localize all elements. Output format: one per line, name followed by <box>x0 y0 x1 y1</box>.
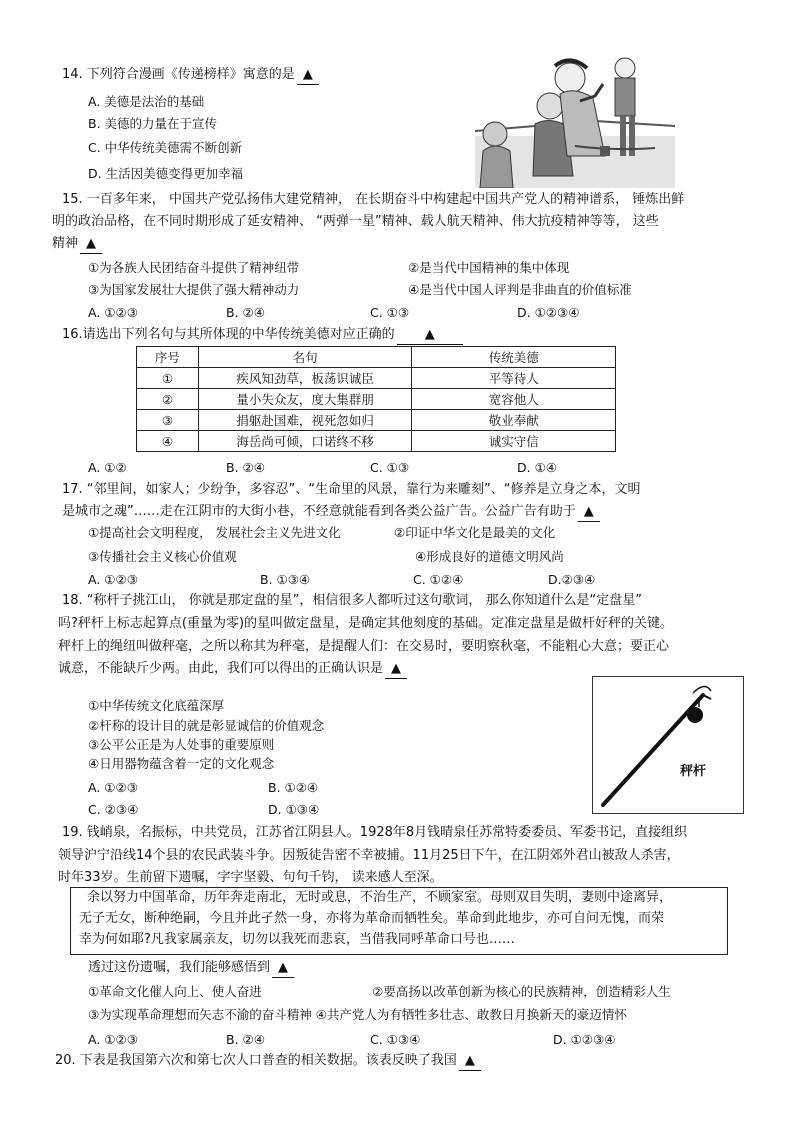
q17-item-4: ④形成良好的道德文明风尚 <box>415 549 564 564</box>
q17-item-3: ③传播社会主义核心价值观 <box>88 549 237 564</box>
q18-line1: 18. “称杆子挑江山， 你就是那定盘的星”，相信很多人都听过这句歌词， 那么你知道什么是“定盘星” <box>62 593 643 608</box>
table-cell: 敬业奉献 <box>412 410 616 431</box>
q14-option-b: B. 美德的力量在于宣传 <box>88 116 218 131</box>
steelyard-image <box>592 676 744 814</box>
q18-option-d: D. ①③④ <box>268 802 320 817</box>
q18-option-b: B. ①②④ <box>268 780 319 795</box>
q15-item-3: ③为国家发展壮大提供了强大精神动力 <box>88 282 300 297</box>
table-cell: 平等待人 <box>412 368 616 389</box>
q19-item-2: ②要高扬以改革创新为核心的民族精神，创造精彩人生 <box>372 984 671 999</box>
q18-option-c: C. ②③④ <box>88 802 139 817</box>
q18-option-a: A. ①②③ <box>88 780 138 795</box>
q19-item-1: ①革命文化催人向上、使人奋进 <box>88 984 262 999</box>
virtue-table <box>136 346 616 452</box>
table-row <box>137 410 616 431</box>
q14-stem: 14. 下列符合漫画《传递榜样》寓意的是 ▲ <box>62 66 319 85</box>
column-header: 传统美德 <box>412 347 616 368</box>
q14-option-c: C. 中华传统美德需不断创新 <box>88 140 243 155</box>
column-header: 序号 <box>137 347 199 368</box>
will-quote-box <box>70 887 728 955</box>
cartoon-illustration <box>475 56 675 188</box>
q18-line3: 秤杆上的绳纽叫做秤毫，之所以称其为秤毫，是提醒人们：在交易时，要明察秋毫，不能粗心大意；要正心 <box>58 639 670 654</box>
q16-option-d: D. ①④ <box>517 460 557 475</box>
q15-line2: 明的政治品格，在不同时期形成了延安精神、 “两弹一星”精神、载人航天精神、伟大抗疫精神等等， 这些 <box>52 214 659 229</box>
q19-option-b: B. ②④ <box>226 1032 265 1047</box>
table-cell: ① <box>137 368 199 389</box>
q19-item-3: ③为实现革命理想而矢志不渝的奋斗精神 ④共产党人为有牺牲多壮志、敢教日月换新天的豪迈情怀 <box>88 1007 627 1022</box>
q17-option-d: D.②③④ <box>548 572 596 587</box>
answer-blank: ▲ <box>297 66 319 85</box>
q17-item-2: ②印证中华文化是最美的文化 <box>394 525 556 540</box>
table-cell: 捐躯赴国难，视死忽如归 <box>198 410 412 431</box>
q18-item-1: ①中华传统文化底蕴深厚 <box>88 698 225 713</box>
table-row <box>137 431 616 452</box>
table-cell: 宽容他人 <box>412 389 616 410</box>
table-cell: 疾风知劲草，板荡识诚臣 <box>198 368 412 389</box>
table-cell: ② <box>137 389 199 410</box>
q19-line2: 领导沪宁沿线14个县的农民武装斗争。因叛徒告密不幸被捕。11月25日下午，在江阴郊外君山被敌人杀害， <box>58 848 680 863</box>
table-cell: ④ <box>137 431 199 452</box>
q18-line4: 诚意，不能缺斤少两。由此，我们可以得出的正确认识是 ▲ <box>58 660 407 679</box>
q17-option-c: C. ①②④ <box>413 572 464 587</box>
quote-line2: 无子无女，断种绝嗣，今且并此孑然一身，亦将为革命而牺牲矣。革命到此地步，亦可自问无愧，而荣 <box>79 911 665 926</box>
quote-line3: 幸为何如耶?凡我家属亲友，切勿以我死而悲哀，当借我同呼革命口号也…… <box>79 932 515 947</box>
q15-option-a: A. ①②③ <box>88 305 138 320</box>
q15-line1: 15. 一百多年来， 中国共产党弘扬伟大建党精神， 在长期奋斗中构建起中国共产党人的精神谱系， 锤炼出鲜 <box>62 192 685 207</box>
q16-option-c: C. ①③ <box>370 460 410 475</box>
answer-blank: ▲ <box>272 959 294 978</box>
q17-line1: 17. “邻里间，如家人；少纷争，多容忍”、“生命里的风景，靠行为来雕刻”、“修养是立身之本，文明 <box>62 482 641 497</box>
q18-item-4: ④日用器物蕴含着一定的文化观念 <box>88 756 275 771</box>
table-cell: 诚实守信 <box>412 431 616 452</box>
quote-line1: 余以努力中国革命，历年奔走南北，无时或息，不治生产，不顾家室。母则双目失明，妻则中途离异， <box>87 890 673 905</box>
table-cell: ③ <box>137 410 199 431</box>
q18-item-3: ③公平公正是为人处事的重要原则 <box>88 737 275 752</box>
q19-option-a: A. ①②③ <box>88 1032 138 1047</box>
q15-item-1: ①为各族人民团结奋斗提供了精神纽带 <box>88 260 300 275</box>
answer-blank: ▲ <box>459 1052 481 1071</box>
column-header: 名句 <box>198 347 412 368</box>
q15-option-c: C. ①③ <box>370 305 410 320</box>
q15-item-2: ②是当代中国精神的集中体现 <box>408 260 570 275</box>
q20-stem: 20. 下表是我国第六次和第七次人口普查的相关数据。该表反映了我国 ▲ <box>55 1052 481 1071</box>
table-cell: 海岳尚可倾，口诺终不移 <box>198 431 412 452</box>
table-header-row <box>137 347 616 368</box>
q17-option-a: A. ①②③ <box>88 572 138 587</box>
q17-line2: 是城市之魂”……走在江阴市的大街小巷，不经意就能看到各类公益广告。公益广告有助于 ▲ <box>62 503 600 522</box>
q15-option-b: B. ②④ <box>226 305 265 320</box>
q16-stem: 16.请选出下列名句与其所体现的中华传统美德对应正确的 ▲ <box>62 326 463 345</box>
q18-line2: 吗?秤杆上标志起算点(重量为零)的星叫做定盘星，是确定其他刻度的基础。定准定盘星是做杆好秤的关键。 <box>58 616 674 631</box>
answer-blank: ▲ <box>385 660 407 679</box>
answer-blank: ▲ <box>80 235 102 254</box>
q15-item-4: ④是当代中国人评判是非曲直的价值标准 <box>408 282 632 297</box>
q14-option-a: A. 美德是法治的基础 <box>88 94 205 109</box>
table-row <box>137 368 616 389</box>
answer-blank: ▲ <box>397 326 463 345</box>
q14-option-d: D. 生活因美德变得更加幸福 <box>88 166 244 181</box>
q16-option-b: B. ②④ <box>226 460 265 475</box>
steelyard-label: 秤杆 <box>680 764 707 779</box>
q15-line3: 精神 ▲ <box>52 235 102 254</box>
answer-blank: ▲ <box>578 503 600 522</box>
q17-item-1: ①提高社会文明程度， 发展社会主义先进文化 <box>88 525 341 540</box>
steelyard-drawing <box>593 677 743 813</box>
q17-option-b: B. ①③④ <box>260 572 311 587</box>
q19-option-d: D. ①②③④ <box>553 1032 616 1047</box>
q19-option-c: C. ①③④ <box>370 1032 421 1047</box>
table-cell: 量小失众友，度大集群朋 <box>198 389 412 410</box>
q19-line1: 19. 钱峭泉，名振标，中共党员，江苏省江阴县人。1928年8月钱晴泉任苏常特委委员、军委书记，直接组织 <box>62 825 688 840</box>
q16-option-a: A. ①② <box>88 460 127 475</box>
q18-item-2: ②杆称的设计目的就是彰显诚信的价值观念 <box>88 718 325 733</box>
q19-ask: 透过这份遗嘱，我们能够感悟到 ▲ <box>88 959 294 978</box>
q15-option-d: D. ①②③④ <box>517 305 580 320</box>
table-row <box>137 389 616 410</box>
q19-line3: 时年33岁。生前留下遗嘱，字字坚毅、句句千钧， 读来感人至深。 <box>58 870 443 885</box>
